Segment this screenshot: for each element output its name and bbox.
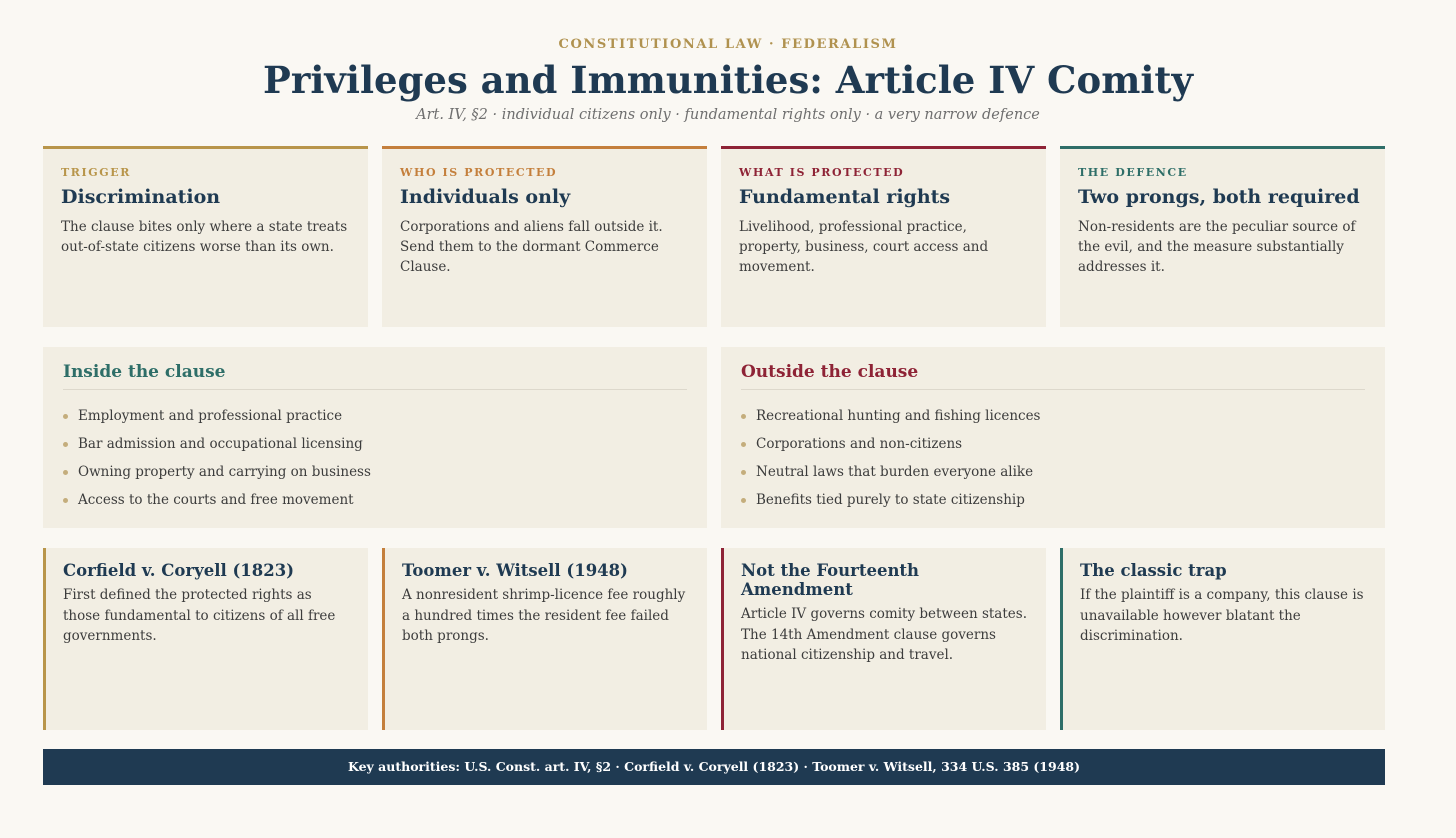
card-body: Non-residents are the peculiar source of the evil, and the measure substantially addresses it. xyxy=(1078,219,1356,275)
list-item: Owning property and carrying on business xyxy=(63,458,687,486)
card-body: The clause bites only where a state treats out-of-state citizens worse than its own. xyxy=(61,219,348,255)
case-body: A nonresident shrimp-licence fee roughly a hundred times the resident fee failed both prongs. xyxy=(402,587,686,644)
note-heading: The classic trap xyxy=(1080,561,1227,580)
card-trigger xyxy=(43,146,368,327)
card-tag: WHAT IS PROTECTED xyxy=(739,166,905,179)
note-body: Article IV governs comity between states. The 14th Amendment clause governs national citizenship and travel. xyxy=(741,606,1027,663)
card-tag: WHO IS PROTECTED xyxy=(400,166,558,179)
case-heading: Corfield v. Coryell (1823) xyxy=(63,561,295,580)
card-heading: Two prongs, both required xyxy=(1078,186,1360,208)
note-body: If the plaintiff is a company, this clause is unavailable however blatant the discrimination. xyxy=(1080,587,1364,644)
card-body: Corporations and aliens fall outside it. Send them to the dormant Commerce Clause. xyxy=(400,219,663,275)
case-toomer xyxy=(382,548,707,730)
card-heading: Individuals only xyxy=(400,186,571,208)
list-item: Recreational hunting and fishing licences xyxy=(741,402,1365,430)
outside-clause-panel xyxy=(721,347,1385,528)
card-tag: THE DEFENCE xyxy=(1078,166,1188,179)
list-item: Bar admission and occupational licensing xyxy=(63,430,687,458)
case-heading: Toomer v. Witsell (1948) xyxy=(402,561,628,580)
note-classic-trap xyxy=(1060,548,1385,730)
card-heading: Fundamental rights xyxy=(739,186,951,208)
inside-clause-list xyxy=(63,402,687,514)
subject-kicker: CONSTITUTIONAL LAW · FEDERALISM xyxy=(558,37,898,52)
page-subtitle: Art. IV, §2 · individual citizens only · fundamental rights only · a very narrow defence xyxy=(416,107,1040,123)
card-tag: TRIGGER xyxy=(61,166,131,179)
list-item: Employment and professional practice xyxy=(63,402,687,430)
card-who-is-protected xyxy=(382,146,707,327)
card-the-defence xyxy=(1060,146,1385,327)
list-item: Neutral laws that burden everyone alike xyxy=(741,458,1365,486)
outside-clause-heading: Outside the clause xyxy=(741,362,1365,390)
inside-clause-heading: Inside the clause xyxy=(63,362,687,390)
key-authorities-footer: Key authorities: U.S. Const. art. IV, §2 · Corfield v. Coryell (1823) · Toomer v. Witsell, 334 U.S. 385 (1948) xyxy=(43,749,1385,785)
note-fourteenth-amendment xyxy=(721,548,1046,730)
outside-clause-list xyxy=(741,402,1365,514)
card-body: Livelihood, professional practice, property, business, court access and movement. xyxy=(739,219,989,275)
page-title: Privileges and Immunities: Article IV Comity xyxy=(263,58,1193,102)
card-what-is-protected xyxy=(721,146,1046,327)
list-item: Benefits tied purely to state citizenship xyxy=(741,486,1365,514)
case-body: First defined the protected rights as those fundamental to citizens of all free governments. xyxy=(63,587,336,644)
inside-clause-panel xyxy=(43,347,707,528)
note-heading: Not the Fourteenth Amendment xyxy=(741,561,920,599)
list-item: Corporations and non-citizens xyxy=(741,430,1365,458)
list-item: Access to the courts and free movement xyxy=(63,486,687,514)
case-corfield xyxy=(43,548,368,730)
card-heading: Discrimination xyxy=(61,186,221,208)
